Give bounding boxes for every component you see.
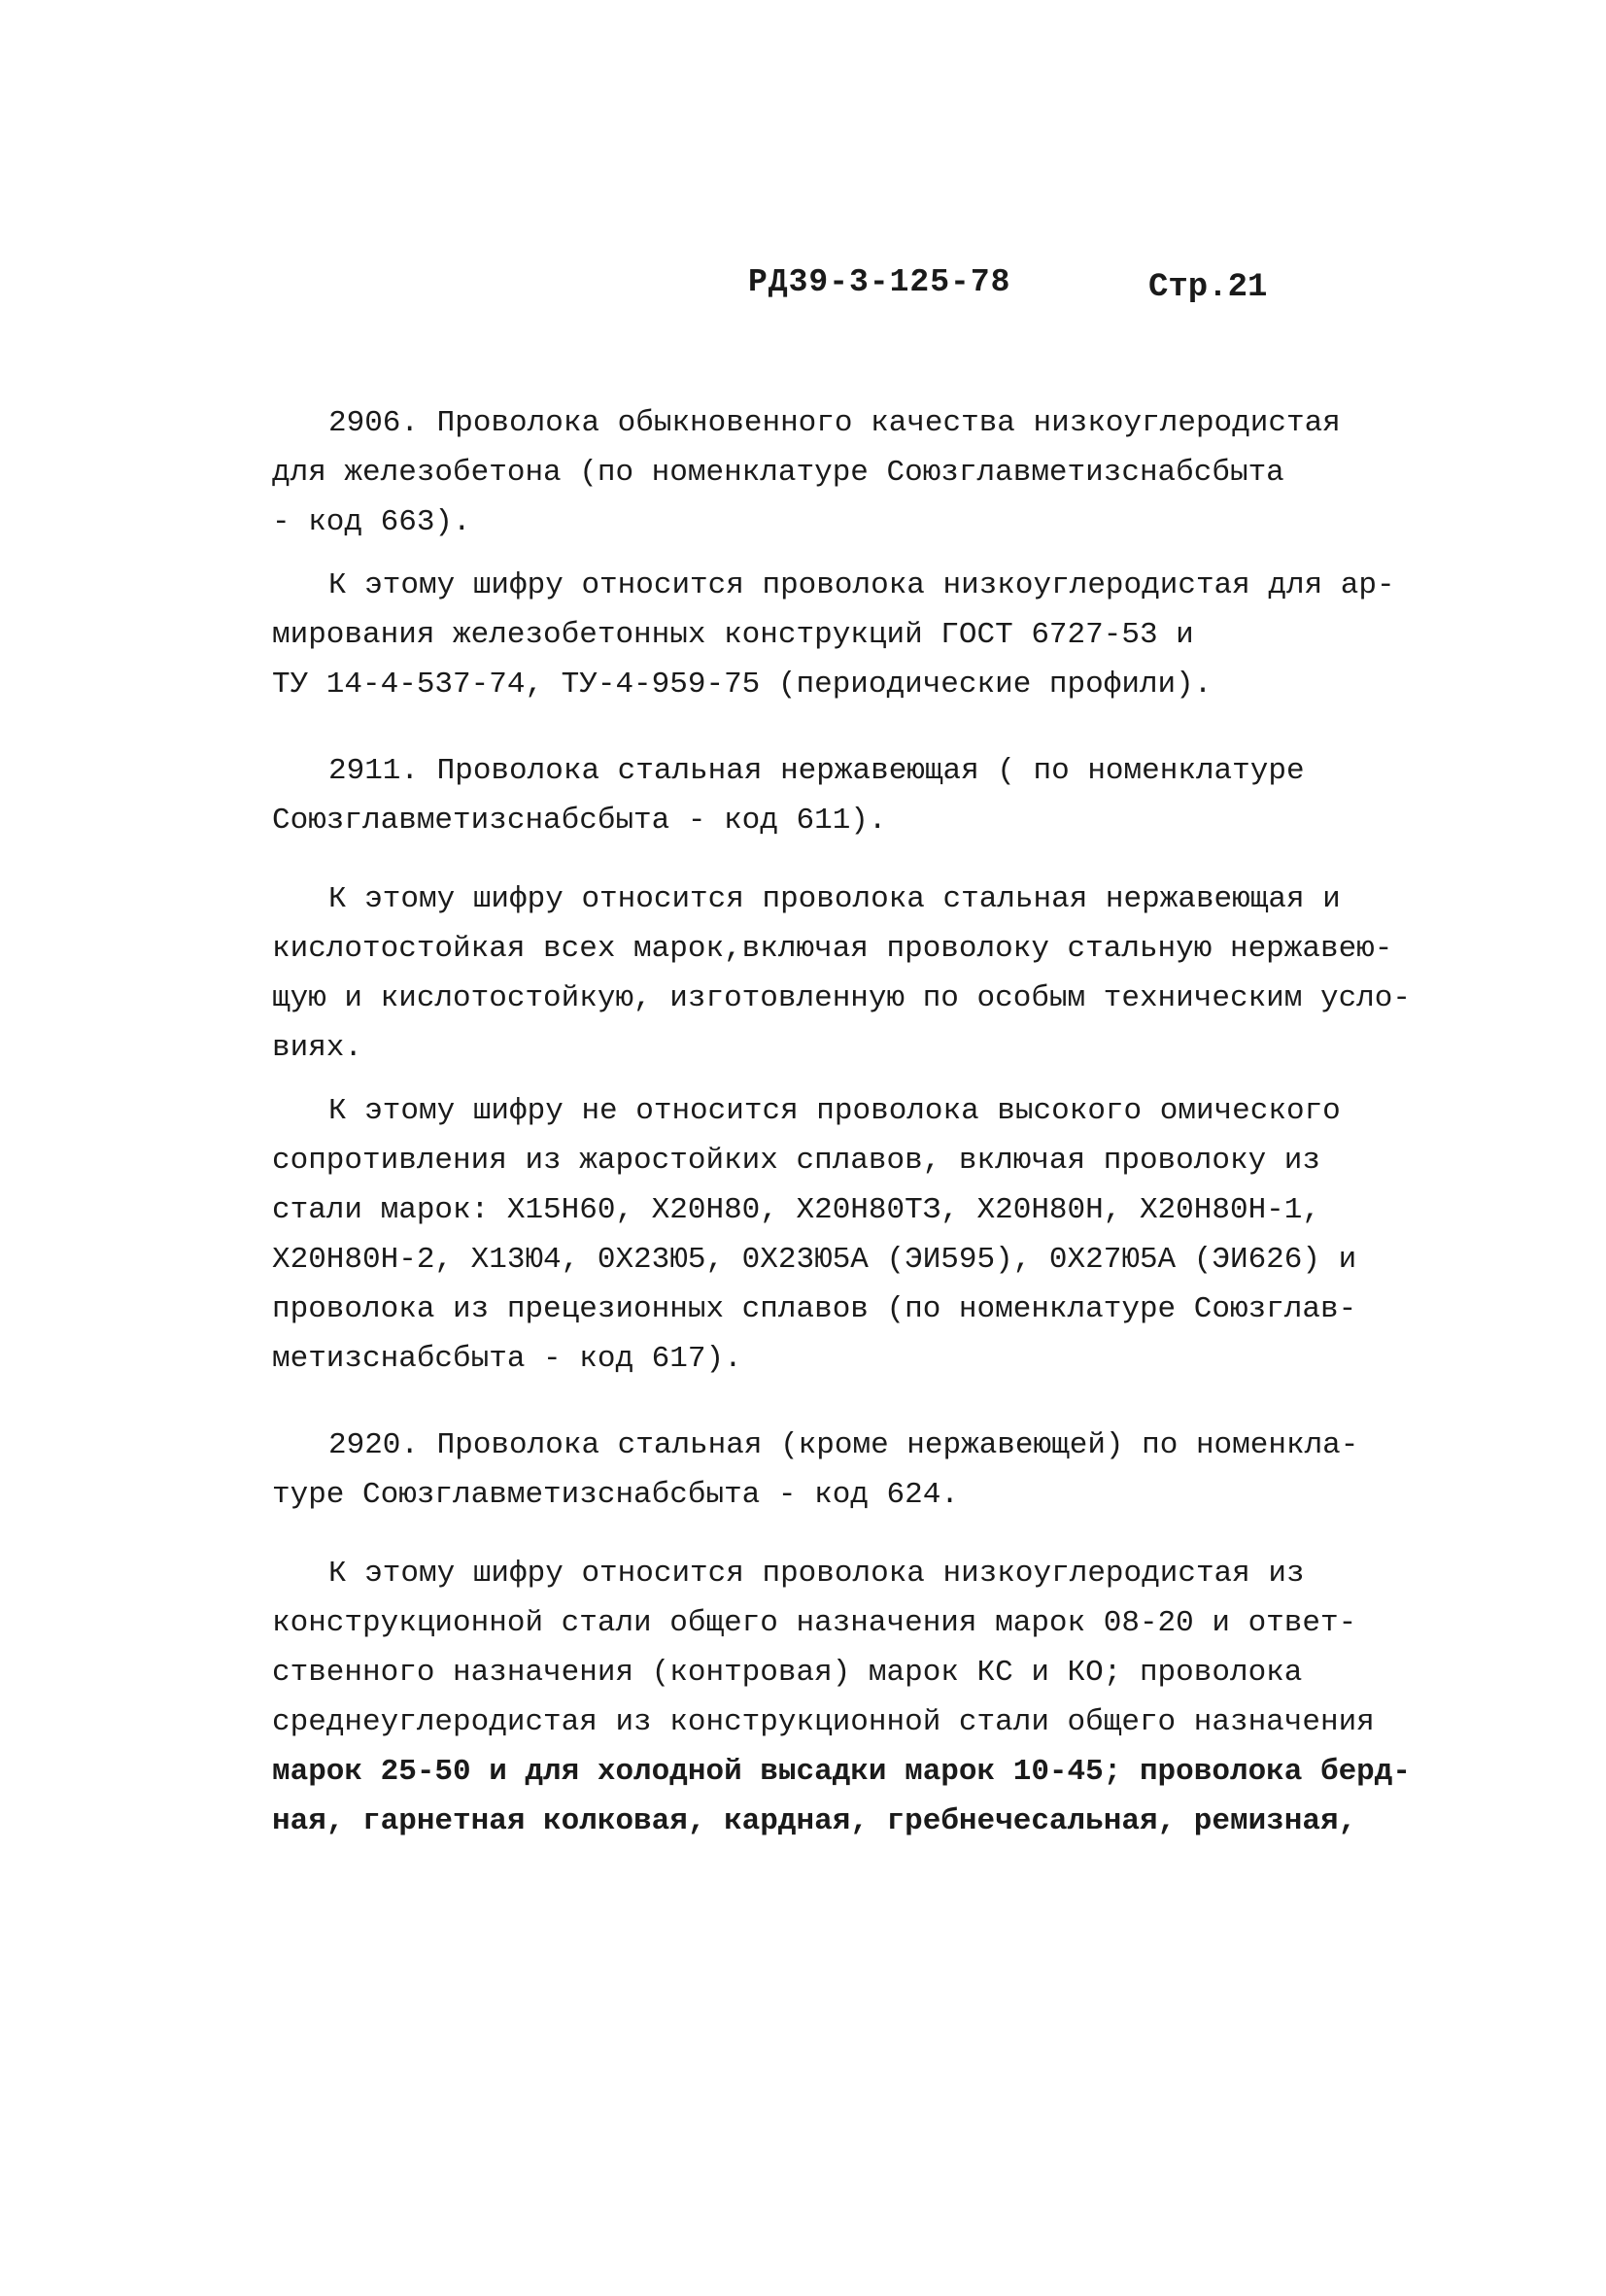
page-number: Стр.21 [1148,269,1268,306]
paragraph-line: К этому шифру не относится проволока высокого омического [328,1094,1341,1128]
paragraph-line: К этому шифру относится проволока стальная нержавеющая и [328,882,1341,916]
paragraph-line: К этому шифру относится проволока низкоуглеродистая для ар- [328,568,1395,602]
paragraph-line: сопротивления из жаростойких сплавов, включая проволоку из [272,1144,1320,1178]
section-2911 [272,746,1411,1384]
section-heading-line: для железобетона (по номенклатуре Союзглавметизснабсбыта [272,456,1284,490]
paragraph-line: щую и кислотостойкую, изготовленную по особым техническим усло- [272,981,1411,1015]
paragraph-line: кислотостойкая всех марок,включая проволоку стальную нержавею- [272,932,1393,966]
paragraph-line: среднеуглеродистая из конструкционной стали общего назначения [272,1705,1375,1739]
section-heading-line: 2906. Проволока обыкновенного качества низкоуглеродистая [328,406,1341,440]
paragraph-line: мирования железобетонных конструкций ГОСТ 6727-53 и [272,618,1194,652]
paragraph-line: марок 25-50 и для холодной высадки марок 10-45; проволока берд- [272,1755,1411,1789]
document-code: РД39-3-125-78 [748,264,1011,300]
section-heading-line: - код 663). [272,505,471,539]
paragraph-line: ная, гарнетная колковая, кардная, гребнечесальная, ремизная, [272,1804,1357,1838]
section-2906 [272,398,1395,709]
document-body [272,398,1411,1846]
paragraph-line: Х20Н80Н-2, Х13Ю4, 0Х23Ю5, 0Х23Ю5А (ЭИ595), 0Х27Ю5А (ЭИ626) и [272,1243,1357,1277]
section-heading-line: Союзглавметизснабсбыта - код 611). [272,804,887,838]
section-heading-line: 2911. Проволока стальная нержавеющая ( по номенклатуре [328,754,1305,788]
paragraph-line: метизснабсбыта - код 617). [272,1342,742,1376]
paragraph-line: ственного назначения (контровая) марок КС и КО; проволока [272,1656,1303,1690]
section-2920 [272,1421,1411,1846]
paragraph-line: конструкционной стали общего назначения марок 08-20 и ответ- [272,1606,1357,1640]
section-heading-line: 2920. Проволока стальная (кроме нержавеющей) по номенкла- [328,1428,1359,1462]
paragraph-line: ТУ 14-4-537-74, ТУ-4-959-75 (периодические профили). [272,668,1213,702]
section-heading-line: туре Союзглавметизснабсбыта - код 624. [272,1478,959,1512]
paragraph-line: К этому шифру относится проволока низкоуглеродистая из [328,1557,1305,1591]
paragraph-line: стали марок: Х15Н60, Х20Н80, Х20Н80ТЗ, Х20Н80Н, Х20Н80Н-1, [272,1193,1320,1227]
paragraph-line: проволока из прецезионных сплавов (по номенклатуре Союзглав- [272,1292,1357,1326]
paragraph-line: виях. [272,1031,363,1065]
